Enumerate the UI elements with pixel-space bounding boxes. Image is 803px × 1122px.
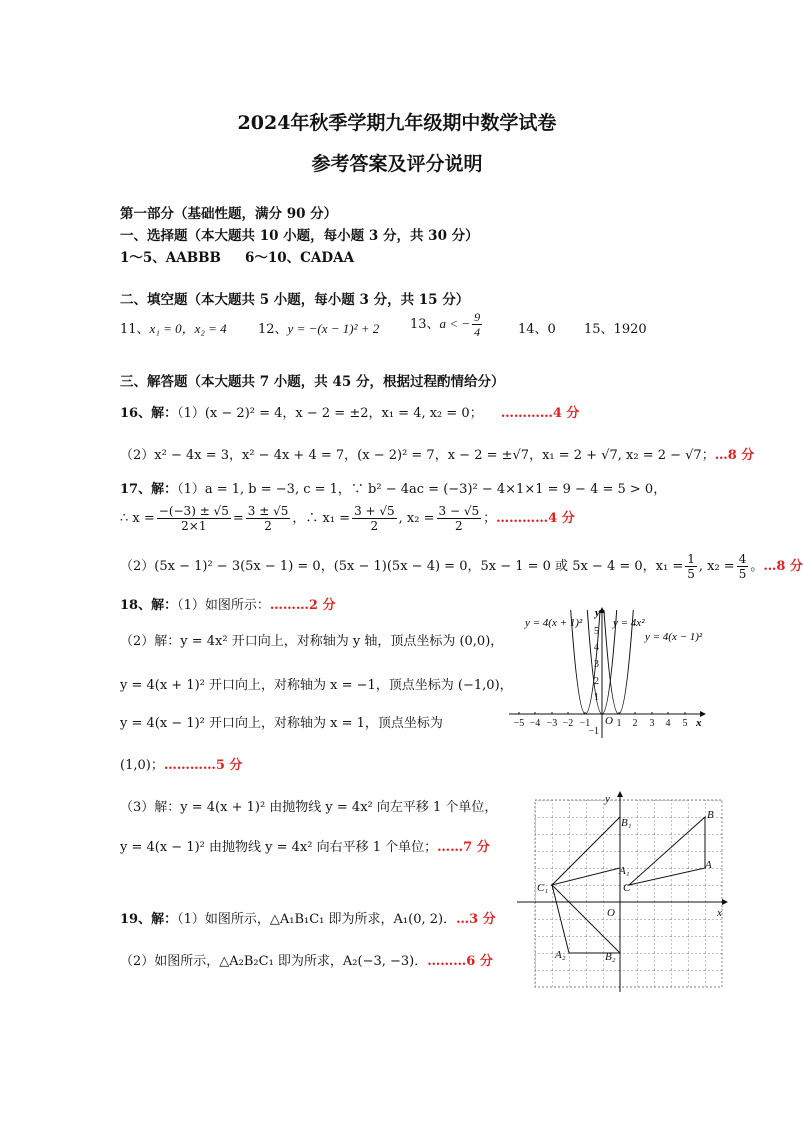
q17-p2-end: 。 — [750, 559, 764, 574]
q17-p2-score: …8 分 — [763, 559, 803, 574]
answers-6-10: 6～10、CADAA — [245, 250, 355, 266]
q18-p3-line1: （3）解：y = 4(x + 1)² 由抛物线 y = 4x² 向左平移 1 个单位， — [120, 800, 498, 815]
g1-ytick-1: 1 — [594, 692, 599, 703]
g2-label-C: C — [623, 882, 631, 894]
fill-answer-12 — [258, 318, 379, 337]
q18-p2-line4 — [120, 754, 242, 773]
q18-p1-text: （1）如图所示： — [177, 598, 270, 613]
q17-p1-text: （1）a = 1, b = −3, c = 1，∵ b² − 4ac = (−3)² − 4×1×1 = 9 − 4 = 5 > 0， — [177, 482, 667, 497]
page-title: 2024年秋季学期九年级期中数学试卷 — [237, 112, 557, 134]
g2-origin: O — [607, 907, 615, 919]
g2-x-label: x — [717, 907, 722, 919]
q17-frac3-num: 3 + √5 — [354, 504, 395, 518]
q17-p2-frac1-den: 5 — [687, 567, 695, 581]
q17-part1 — [120, 478, 666, 497]
q17-frac1 — [157, 504, 231, 533]
q17-l2-end: ； — [483, 511, 497, 526]
g1-ytick-m1: −1 — [588, 726, 599, 737]
q17-p2-frac2 — [737, 552, 749, 581]
q13-fraction — [472, 310, 482, 339]
g1-label-mid: y = 4x² — [613, 617, 645, 629]
q17-p2-frac2-num: 4 — [738, 552, 747, 566]
g1-xtick-2: 2 — [632, 718, 638, 729]
triangle-grid-graph — [515, 788, 730, 993]
q16-label: 16、解： — [120, 406, 178, 421]
q17-frac2-num: 3 ± √5 — [247, 504, 289, 518]
q11-label: 11、 — [120, 322, 150, 337]
q17-l2-b: ，∴ x₁ = — [292, 511, 351, 526]
q18-p2-line2: y = 4(x + 1)² 开口向上，对称轴为 x = −1，顶点坐标为 (−1,0)， — [120, 678, 513, 693]
section-heading-solve: 三、解答题（本大题共 7 小题，共 45 分，根据过程酌情给分） — [120, 374, 505, 390]
q16-p2-text: （2）x² − 4x = 3，x² − 4x + 4 = 7，(x − 2)² = 7，x − 2 = ±√7，x₁ = 2 + √7, x₂ = 2 − √7； — [120, 448, 715, 463]
q18-p1-score: ………2 分 — [269, 598, 336, 613]
g1-label-right: y = 4(x − 1)² — [645, 631, 703, 643]
g1-xtick-m1: −1 — [579, 718, 591, 729]
q17-p2-frac1-num: 1 — [687, 552, 695, 566]
q17-frac3 — [352, 504, 397, 533]
q17-frac2-den: 2 — [264, 519, 272, 533]
q11-answer: x₁ = 0，x₂ = 4 — [149, 321, 227, 336]
q18-p2-vertex: (1,0)； — [120, 758, 164, 773]
q17-part2 — [120, 552, 803, 581]
q19-part1 — [120, 908, 496, 927]
q13-numerator: 9 — [474, 310, 481, 324]
q19-p2-score: ………6 分 — [427, 954, 493, 969]
q19-p1-score: …3 分 — [456, 912, 496, 927]
q17-label: 17、解： — [120, 482, 178, 497]
answers-1-5: 1～5、AABBB — [120, 250, 221, 266]
g1-ytick-4: 4 — [594, 642, 599, 653]
page-subtitle: 参考答案及评分说明 — [311, 153, 483, 175]
parabola-graph — [505, 600, 710, 740]
q16-p2-score: …8 分 — [714, 448, 755, 463]
q12-answer: y = −(x − 1)² + 2 — [287, 321, 380, 336]
g2-label-B: B — [707, 809, 714, 821]
fill-answer-11 — [120, 318, 227, 337]
q19-p1-text: （1）如图所示，△A₁B₁C₁ 即为所求，A₁(0, 2)． — [177, 912, 457, 927]
g2-label-A2: A₂ — [555, 949, 566, 961]
q18-p3-text: y = 4(x − 1)² 由抛物线 y = 4x² 向右平移 1 个单位； — [120, 840, 438, 855]
g1-origin: O — [605, 715, 613, 727]
q16-p1-text: （1）(x − 2)² = 4，x − 2 = ±2，x₁ = 4, x₂ = 0； — [177, 406, 483, 421]
q16-p1-score: …………4 分 — [500, 406, 580, 421]
g1-xtick-m3: −3 — [546, 718, 558, 729]
g1-xtick-4: 4 — [665, 718, 671, 729]
g1-xtick-m5: −5 — [513, 718, 525, 729]
q19-p2-text: （2）如图所示，△A₂B₂C₁ 即为所求，A₂(−3, −3)． — [120, 954, 428, 969]
g2-label-C1: C₁ — [537, 882, 549, 894]
q13-label: 13、 — [410, 317, 440, 332]
q18-p2-line3: y = 4(x − 1)² 开口向上，对称轴为 x = 1，顶点坐标为 — [120, 716, 443, 731]
g1-xtick-m2: −2 — [562, 718, 574, 729]
g1-xtick-5: 5 — [682, 718, 688, 729]
q17-l2-c: , x₂ = — [398, 511, 435, 526]
g2-label-B1: B₁ — [621, 817, 632, 829]
g2-label-A1: A₁ — [619, 865, 630, 877]
fill-answer-15: 15、1920 — [584, 322, 647, 337]
q13-denominator: 4 — [474, 325, 481, 339]
q17-frac3-den: 2 — [370, 519, 379, 533]
q17-frac2 — [246, 504, 291, 533]
q17-p2-frac2-den: 5 — [738, 567, 747, 581]
g1-x-label: x — [696, 717, 702, 729]
q17-l2-eq: = — [232, 511, 244, 526]
g1-xtick-3: 3 — [649, 718, 655, 729]
section-heading-fill: 二、填空题（本大题共 5 小题，每小题 3 分，共 15 分） — [120, 292, 470, 308]
q17-l2-a: ∴ x = — [120, 511, 155, 526]
fill-answer-13 — [410, 310, 484, 339]
q17-frac4-num: 3 − √5 — [438, 504, 480, 518]
q17-frac1-den: 2×1 — [181, 519, 207, 533]
g2-y-label: y — [605, 793, 610, 805]
g2-label-A: A — [705, 859, 712, 871]
q18-part1 — [120, 594, 335, 613]
q18-p2-line1: （2）解：y = 4x² 开口向上，对称轴为 y 轴，顶点坐标为 (0,0)， — [120, 634, 504, 649]
section-heading-choice: 一、选择题（本大题共 10 小题，每小题 3 分，共 30 分） — [120, 228, 479, 244]
g1-ytick-2: 2 — [594, 676, 599, 687]
g1-xtick-1: 1 — [616, 718, 622, 729]
part-heading: 第一部分（基础性题，满分 90 分） — [120, 206, 338, 222]
fill-answer-14: 14、0 — [518, 322, 556, 337]
g1-label-left: y = 4(x + 1)² — [525, 617, 583, 629]
q16-part2 — [120, 444, 754, 463]
q17-line2 — [120, 504, 575, 533]
q17-p2-mid: , x₂ = — [698, 559, 735, 574]
q19-label: 19、解： — [120, 912, 178, 927]
g1-ytick-3: 3 — [594, 659, 599, 670]
q17-l2-score: …………4 分 — [496, 511, 575, 526]
q18-label: 18、解： — [120, 598, 178, 613]
g1-y-label: y — [595, 607, 600, 619]
q13-answer: a < − — [439, 316, 471, 331]
q16-part1 — [120, 402, 579, 421]
q19-part2 — [120, 950, 493, 969]
q17-frac4-den: 2 — [455, 519, 463, 533]
q17-frac4 — [437, 504, 482, 533]
g2-label-B2: B₂ — [605, 951, 616, 963]
q18-p3-line2 — [120, 836, 490, 855]
g1-xtick-m4: −4 — [529, 718, 541, 729]
q17-frac1-num: −(−3) ± √5 — [158, 504, 229, 518]
q17-p2-frac1 — [685, 552, 697, 581]
q18-p2-score: …………5 分 — [163, 758, 243, 773]
q17-p2-text: （2）(5x − 1)² − 3(5x − 1) = 0，(5x − 1)(5x − 4) = 0，5x − 1 = 0 或 5x − 4 = 0，x₁ = — [120, 559, 684, 574]
q12-label: 12、 — [258, 322, 288, 337]
g1-ytick-5: 5 — [594, 626, 599, 637]
q18-p3-score: ……7 分 — [437, 840, 490, 855]
